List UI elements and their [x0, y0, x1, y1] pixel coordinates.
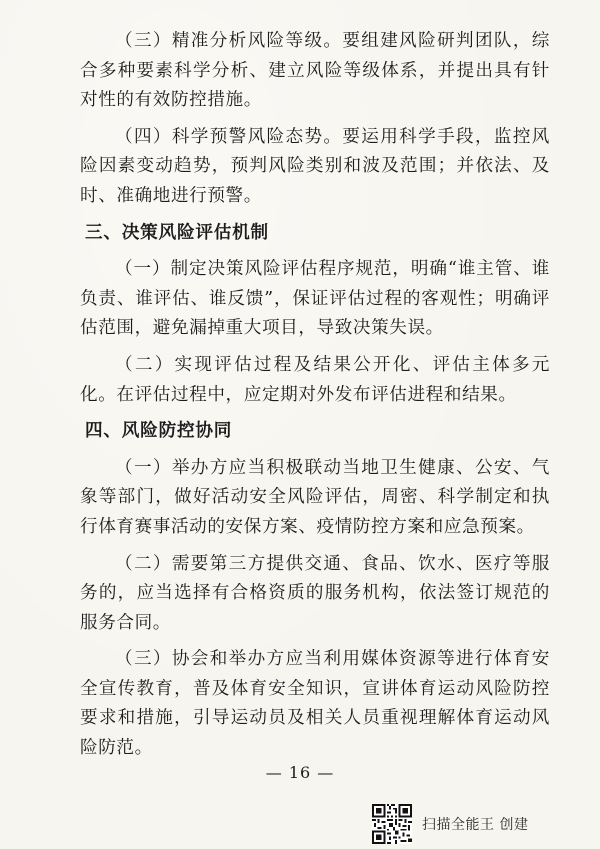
section-heading-decision-risk: 三、决策风险评估机制 — [85, 222, 269, 243]
scanner-watermark — [372, 804, 528, 844]
section-heading-risk-coordination: 四、风险防控协同 — [85, 421, 233, 442]
paragraph-risk-warning: （四）科学预警风险态势。要运用科学手段，监控风险因素变动趋势，预判风险类别和波及范围；并依法、及时、准确地进行预警。 — [80, 126, 550, 206]
scanner-watermark-text: 扫描全能王 创建 — [422, 817, 529, 833]
paragraph-safety-education: （三）协会和举办方应当利用媒体资源等进行体育安全宣传教育，普及体育安全知识，宣讲体育运动风险防控要求和措施，引导运动员及相关人员重视理解体育运动风险防范。 — [80, 649, 550, 759]
qr-code-icon — [372, 804, 412, 844]
paragraph-department-coordination: （一）举办方应当积极联动当地卫生健康、公安、气象等部门，做好活动安全风险评估，周密、科学制定和执行体育赛事活动的安保方案、疫情防控方案和应急预案。 — [80, 457, 550, 537]
paragraph-third-party-services: （二）需要第三方提供交通、食品、饮水、医疗等服务的，应当选择有合格资质的服务机构，依法签订规范的服务合同。 — [80, 553, 550, 633]
document-body — [80, 27, 550, 771]
paragraph-assessment-publicity: （二）实现评估过程及结果公开化、评估主体多元化。在评估过程中，应定期对外发布评估进程和结果。 — [80, 354, 550, 405]
paragraph-assessment-procedure: （一）制定决策风险评估程序规范，明确“谁主管、谁负责、谁评估、谁反馈”，保证评估过程的客观性；明确评估范围，避免漏掉重大项目，导致决策失误。 — [80, 259, 550, 339]
page-number: — 16 — — [265, 763, 335, 782]
paragraph-risk-level: （三）精准分析风险等级。要组建风险研判团队，综合多种要素科学分析、建立风险等级体系，并提出具有针对性的有效防控措施。 — [80, 31, 550, 111]
